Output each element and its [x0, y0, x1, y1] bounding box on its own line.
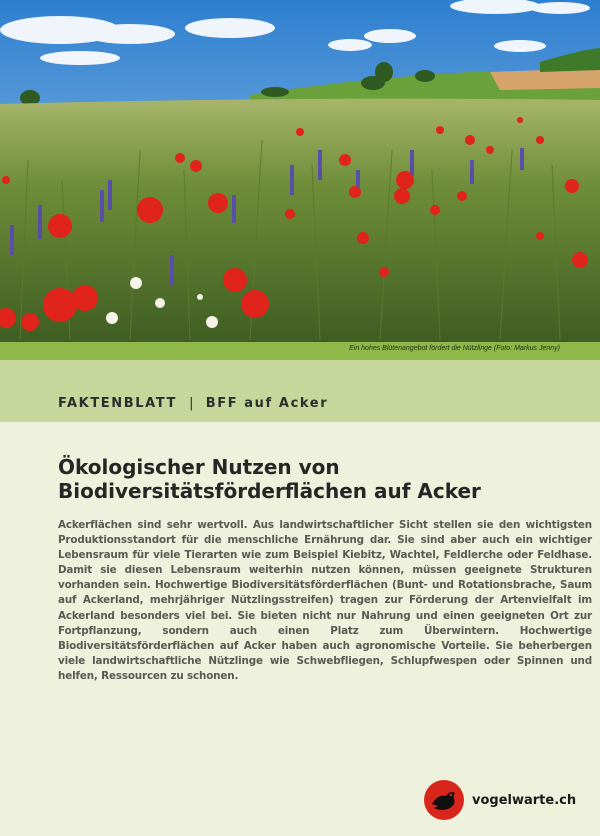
photo-caption: Ein hohes Blütenangebot fördert die Nützlinge (Foto: Markus Jenny) — [349, 345, 560, 352]
bird-logo-icon — [424, 780, 464, 820]
poppy-field-image — [0, 0, 600, 342]
title-line-2: Biodiversitätsförderflächen auf Acker — [58, 479, 481, 503]
header-photo — [0, 0, 600, 342]
kicker-separator: | — [189, 396, 194, 411]
intro-paragraph: Ackerflächen sind sehr wertvoll. Aus landwirtschaftlicher Sicht stellen sie den wichtigsten Produktionsstandort für die menschliche Ernährung dar. Sie sind aber auch ein wichtiger Lebensraum für viele Tierarten wie zum Beispiel Kiebitz, Wachtel, Feldlerche oder Feldhase. Damit sie diesen Lebensraum weiterhin nutzen können, müssen geeignete Strukturen vorhanden sein. Hochwertige Biodiversitätsförderflächen (Bunt- und Rotationsbrache, Saum auf Ackerland, mehrjähriger Nützlingsstreifen) tragen zur Förderung der Artenvielfalt im Ackerland besonders viel bei. Sie bieten nicht nur Nahrung und einen geeigneten Ort zur Fortpflanzung, sondern auch einen Platz zum Überwintern. Hochwertige Biodiversitätsförderflächen auf Acker haben auch agronomische Vorteile. Sie beherbergen viele landwirtschaftliche Nützlinge wie Schwebfliegen, Schlupfwespen oder Spinnen und helfen, Ressourcen zu schonen. — [58, 519, 592, 682]
page-title — [58, 455, 578, 503]
brand-name: vogelwarte.ch — [472, 792, 577, 808]
topic-label: BFF auf Acker — [205, 396, 329, 411]
vogelwarte-logo — [424, 780, 576, 820]
series-label: FAKTENBLATT — [58, 396, 178, 411]
factsheet-kicker — [58, 396, 328, 411]
title-line-1: Ökologischer Nutzen von — [58, 455, 340, 479]
header-band — [0, 360, 600, 422]
